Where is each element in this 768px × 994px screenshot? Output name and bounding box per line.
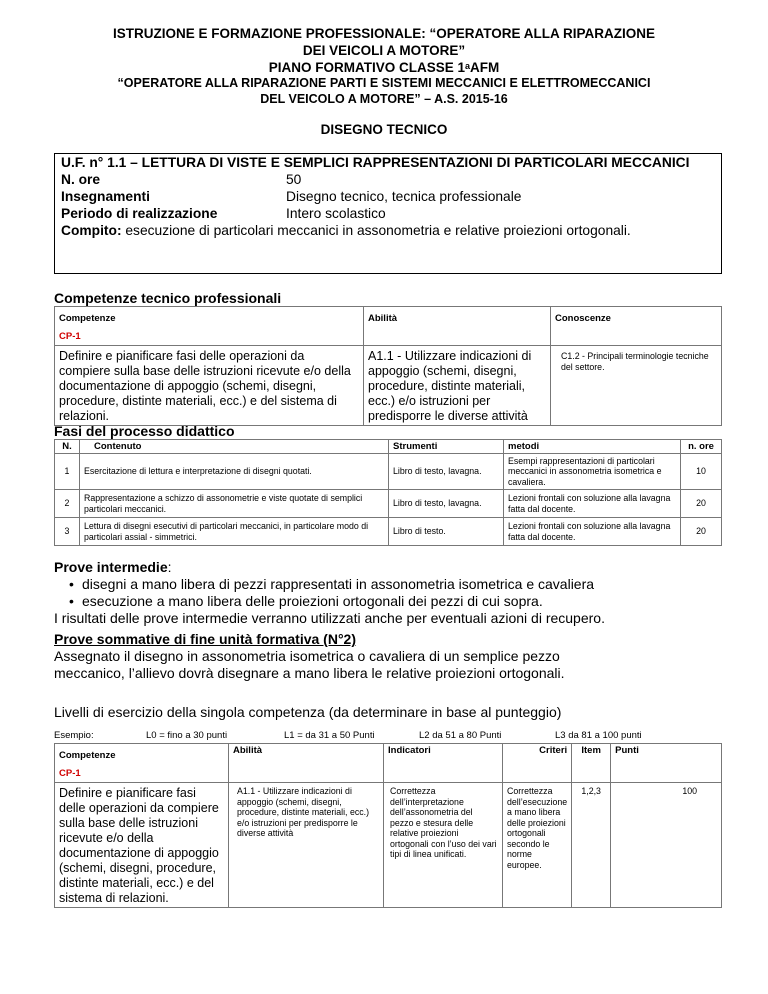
- prove-intermedie-title: Prove intermedie: [54, 559, 168, 575]
- header-contenuto: Contenuto: [80, 440, 389, 454]
- header-ore: n. ore: [681, 440, 722, 454]
- uf-insegnamenti-label: Insegnamenti: [61, 189, 150, 204]
- subject-title: DISEGNO TECNICO: [320, 122, 448, 137]
- header-abilita: Abilità: [229, 744, 384, 783]
- header-competenze: Competenze CP-1: [55, 744, 229, 783]
- prove-sommative: Prove sommative di fine unità formativa (N°2) Assegnato il disegno in assonometria isometrica o cavaliera di un semplice pezzo meccanico, l’allievo dovrà disegnare a mano libera le relative proiezioni ortogonali.: [54, 631, 744, 682]
- fasi-table: [54, 439, 722, 546]
- livelli-item: 1,2,3: [572, 783, 611, 908]
- table-row: 1 Esercitazione di lettura e interpretazione di disegni quotati. Libro di testo, lavagna. Esempi rappresentazioni di particolari meccanici in assonometria isometrica e cavaliera. 10: [55, 454, 722, 490]
- fasi-section-title: Fasi del processo didattico: [54, 423, 235, 439]
- document-header: [0, 25, 768, 76]
- uf-compito: Compito: esecuzione di particolari meccanici in assonometria e relative proiezioni ortogonali.: [61, 223, 631, 238]
- header-competenze: Competenze CP-1: [55, 307, 364, 346]
- list-item: • esecuzione a mano libera delle proiezioni ortogonali dei pezzi di cui sopra.: [54, 593, 744, 610]
- livelli-punti: 100: [611, 783, 722, 908]
- competenze-table: [54, 306, 722, 426]
- header-indicatori: Indicatori: [384, 744, 503, 783]
- uf-box: [54, 153, 722, 274]
- header-n: N.: [55, 440, 80, 454]
- uf-ore-value: 50: [286, 172, 302, 187]
- competenza-text: Definire e pianificare fasi delle operazioni da compiere sulla base delle istruzioni ricevute e/o della documentazione di appoggio (schemi, disegni, procedure, distinte materiali, ecc.) e del sistema di relazioni.: [55, 346, 364, 426]
- header-abilita: Abilità: [364, 307, 551, 346]
- abilita-text: A1.1 - Utilizzare indicazioni di appoggio (schemi, disegni, procedure, distinte materiali, ecc.) e/o istruzioni per predisporre le diverse attività: [364, 346, 551, 426]
- table-row: 2 Rappresentazione a schizzo di assonometrie e viste quotate di semplici particolari meccanici. Libro di testo, lavagna. Lezioni frontali con soluzione alla lavagna fatta dal docente. 20: [55, 490, 722, 518]
- livelli-competenza: Definire e pianificare fasi delle operazioni da compiere sulla base delle istruzioni ricevute e/o della documentazione di appoggio (schemi, disegni, procedure, distinte materiali, ecc.) e del sistema di relazioni.: [55, 783, 229, 908]
- prove-sommative-title: Prove sommative di fine unità formativa (N°2): [54, 631, 357, 647]
- uf-ore-label: N. ore: [61, 172, 101, 187]
- livelli-abilita: A1.1 - Utilizzare indicazioni di appoggio (schemi, disegni, procedure, distinte materiali, ecc.) e/o istruzioni per predisporre le diverse attività: [229, 783, 384, 908]
- header-strumenti: Strumenti: [389, 440, 504, 454]
- competenze-section-title: Competenze tecnico professionali: [54, 290, 282, 306]
- header-line1: ISTRUZIONE E FORMAZIONE PROFESSIONALE: “OPERATORE ALLA RIPARAZIONE: [112, 26, 656, 41]
- conoscenze-text: C1.2 - Principali terminologie tecniche del settore.: [551, 346, 722, 426]
- livelli-indicatori: Correttezza dell’interpretazione dell’assonometria del pezzo e stesura delle relative proiezioni ortogonali con l’uso dei vari tipi di linea unificati.: [384, 783, 503, 908]
- livelli-table: [54, 743, 722, 908]
- uf-insegnamenti-value: Disegno tecnico, tecnica professionale: [286, 189, 522, 204]
- header-metodi: metodi: [504, 440, 681, 454]
- header-line3: PIANO FORMATIVO CLASSE 1$^a$AFM: [268, 60, 500, 75]
- header-item: Item: [572, 744, 611, 783]
- uf-title: U.F. n° 1.1 – LETTURA DI VISTE E SEMPLICI RAPPRESENTAZIONI DI PARTICOLARI MECCANICI: [61, 155, 690, 170]
- uf-periodo-value: Intero scolastico: [286, 206, 386, 221]
- header-punti: Punti: [611, 744, 722, 783]
- livelli-title: Livelli di esercizio della singola competenza (da determinare in base al punteggio): [54, 704, 562, 720]
- header-line5: DEL VEICOLO A MOTORE” – A.S. 2015-16: [260, 92, 508, 106]
- table-row: 3 Lettura di disegni esecutivi di particolari meccanici, in particolare modo di particolari assial - simmetrici. Libro di testo. Lezioni frontali con soluzione alla lavagna fatta dal docente. 20: [55, 518, 722, 546]
- prove-intermedie-note: I risultati delle prove intermedie verranno utilizzati anche per eventuali azioni di recupero.: [54, 610, 605, 626]
- header-conoscenze: Conoscenze: [551, 307, 722, 346]
- header-criteri: Criteri: [503, 744, 572, 783]
- document-subheader: [0, 75, 768, 107]
- list-item: • disegni a mano libera di pezzi rappresentati in assonometria isometrica e cavaliera: [54, 576, 744, 593]
- prove-intermedie: Prove intermedie: • disegni a mano libera di pezzi rappresentati in assonometria isometrica e cavaliera • esecuzione a mano libera delle proiezioni ortogonali dei pezzi di cui sopra. I risultati delle prove intermedie verranno utilizzati anche per eventuali azioni di recupero.: [54, 559, 744, 627]
- livelli-criteri: Correttezza dell’esecuzione a mano libera delle proiezioni ortogonali secondo le norme europee.: [503, 783, 572, 908]
- uf-periodo-label: Periodo di realizzazione: [61, 206, 218, 221]
- header-line2: DEI VEICOLI A MOTORE”: [302, 43, 466, 58]
- header-line4: “OPERATORE ALLA RIPARAZIONE PARTI E SISTEMI MECCANICI E ELETTROMECCANICI: [117, 76, 651, 90]
